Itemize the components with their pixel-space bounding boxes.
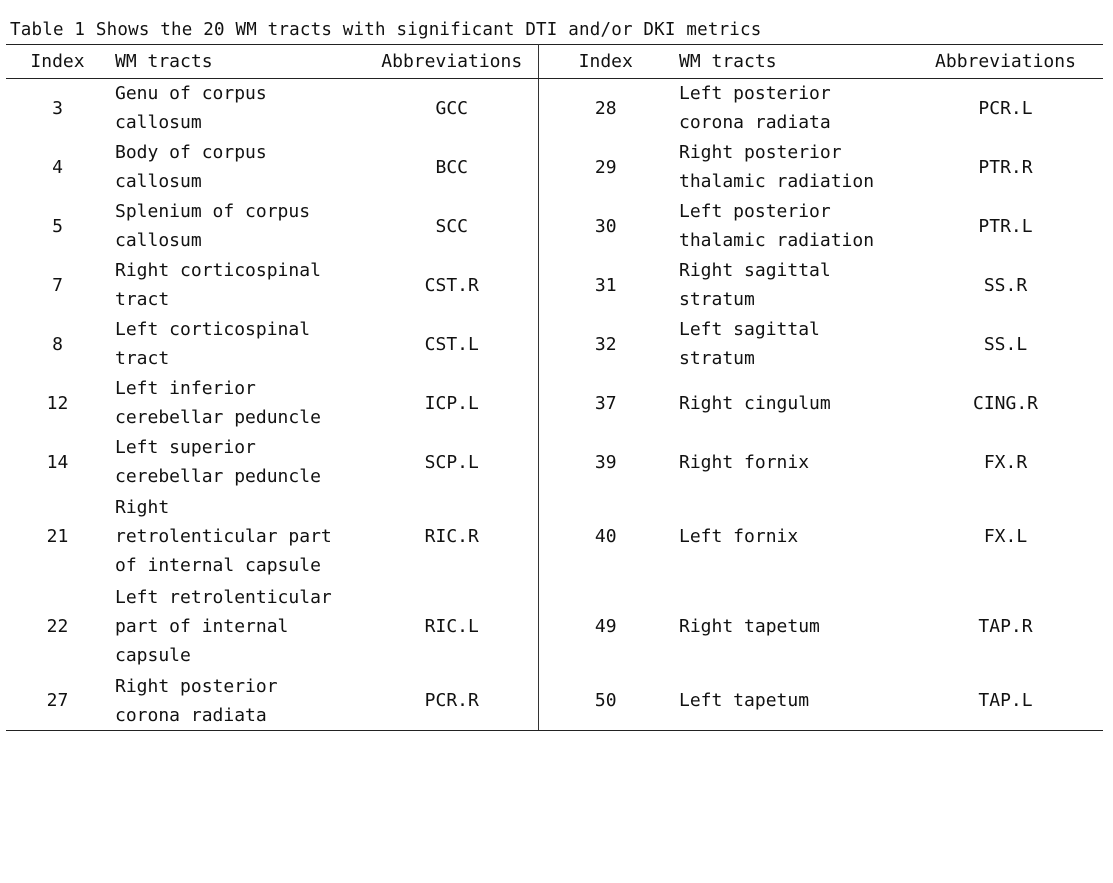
cell-index-right: 39 xyxy=(594,451,617,473)
cell-tract-right xyxy=(673,197,908,256)
tract-line: Right posterior xyxy=(679,142,842,163)
tract-line: callosum xyxy=(115,171,202,192)
tract-line: Right corticospinal xyxy=(115,260,321,281)
cell-index-right: 49 xyxy=(594,616,617,637)
cell-abbr-left: GCC xyxy=(366,79,538,138)
tract-line: corona radiata xyxy=(679,112,831,134)
table-caption: Table 1 Shows the 20 WM tracts with significant DTI and/or DKI metrics xyxy=(10,20,762,40)
cell-index-left: 3 xyxy=(52,97,63,119)
cell-tract-left xyxy=(109,79,366,138)
table-row xyxy=(6,672,1103,731)
header-abbr-left: Abbreviations xyxy=(366,45,538,79)
tract-line: Right sagittal xyxy=(679,260,831,281)
cell-abbr-left: CST.L xyxy=(366,315,538,374)
cell-tract-left xyxy=(109,672,366,731)
cell-abbr-left: SCC xyxy=(366,197,538,256)
tract-line: corona radiata xyxy=(115,704,267,726)
tract-line: Left retrolenticular xyxy=(115,587,332,608)
header-index-left: Index xyxy=(6,45,109,79)
tract-line: callosum xyxy=(115,230,202,251)
tract-line: cerebellar peduncle xyxy=(115,466,321,487)
cell-abbr-right: FX.R xyxy=(983,451,1028,473)
cell-index-left: 5 xyxy=(52,215,63,237)
cell-abbr-left: PCR.R xyxy=(366,672,538,731)
cell-tract-left xyxy=(109,138,366,197)
tract-line: Left sagittal xyxy=(679,319,820,340)
table-row xyxy=(6,582,1103,672)
cell-tract-right xyxy=(673,433,908,492)
cell-tract-left xyxy=(109,492,366,582)
cell-abbr-right: TAP.L xyxy=(908,672,1103,731)
cell-abbr-right: SS.L xyxy=(983,333,1028,355)
tract-line: Right tapetum xyxy=(679,616,820,637)
tract-line: of internal capsule xyxy=(115,555,321,576)
cell-index-left: 4 xyxy=(52,156,63,178)
cell-index-right: 32 xyxy=(594,333,617,355)
cell-abbr-left: ICP.L xyxy=(366,374,538,433)
tract-line: Left inferior xyxy=(115,378,256,399)
cell-abbr-right: TAP.R xyxy=(978,616,1033,637)
cell-abbr-left: SCP.L xyxy=(366,433,538,492)
tract-line: thalamic radiation xyxy=(679,230,875,251)
tract-line: tract xyxy=(115,348,170,369)
table-row xyxy=(6,138,1103,197)
table-row xyxy=(6,433,1103,492)
cell-tract-right xyxy=(673,315,908,374)
cell-abbr-left: RIC.R xyxy=(366,492,538,582)
tract-line: thalamic radiation xyxy=(679,171,875,192)
tract-line: part of internal xyxy=(115,616,289,637)
cell-index-right: 50 xyxy=(538,672,673,731)
cell-abbr-right: SS.R xyxy=(983,274,1028,296)
cell-index-right: 37 xyxy=(594,392,617,414)
cell-tract-right xyxy=(673,582,908,672)
cell-abbr-right: FX.L xyxy=(983,526,1028,547)
tract-line: Left corticospinal xyxy=(115,319,311,340)
cell-tract-right xyxy=(673,374,908,433)
tract-line: Right cingulum xyxy=(679,392,831,414)
cell-index-left: 22 xyxy=(46,616,69,637)
table-row xyxy=(6,197,1103,256)
tract-line: Left tapetum xyxy=(679,690,810,712)
cell-tract-left xyxy=(109,256,366,315)
cell-abbr-left: CST.R xyxy=(366,256,538,315)
cell-tract-left xyxy=(109,197,366,256)
header-row xyxy=(6,45,1103,79)
tract-line: Left posterior xyxy=(679,83,831,105)
table-row xyxy=(6,256,1103,315)
cell-abbr-right: PTR.R xyxy=(978,156,1033,178)
cell-tract-left xyxy=(109,582,366,672)
cell-abbr-right: PCR.L xyxy=(978,97,1033,119)
tract-line: callosum xyxy=(115,112,202,134)
header-abbr-right: Abbreviations xyxy=(908,45,1103,79)
tract-line: cerebellar peduncle xyxy=(115,407,321,428)
cell-tract-right xyxy=(673,492,908,582)
cell-tract-right xyxy=(673,138,908,197)
cell-tract-left xyxy=(109,315,366,374)
tract-line: stratum xyxy=(679,348,755,369)
cell-abbr-left: BCC xyxy=(366,138,538,197)
cell-abbr-right: CING.R xyxy=(972,392,1039,414)
tract-line: Right fornix xyxy=(679,451,810,473)
cell-index-right: 30 xyxy=(594,215,617,237)
cell-index-right: 28 xyxy=(594,97,617,119)
cell-index-left: 14 xyxy=(46,451,69,473)
table-row xyxy=(6,374,1103,433)
cell-tract-right xyxy=(673,79,908,138)
cell-abbr-right: PTR.L xyxy=(978,215,1033,237)
table-body xyxy=(6,79,1103,731)
tract-line: Right posterior xyxy=(115,675,278,697)
cell-tract-left xyxy=(109,374,366,433)
tract-line: Body of corpus xyxy=(115,142,267,163)
tract-line: stratum xyxy=(679,289,755,310)
wm-tracts-table xyxy=(6,44,1103,731)
cell-index-right: 31 xyxy=(594,274,617,296)
cell-index-left: 27 xyxy=(6,672,109,731)
tract-line: retrolenticular part xyxy=(115,526,332,547)
header-tract-right: WM tracts xyxy=(673,45,908,79)
table-row xyxy=(6,492,1103,582)
table-row xyxy=(6,315,1103,374)
tract-line: capsule xyxy=(115,645,191,666)
cell-index-left: 21 xyxy=(46,526,69,547)
tract-line: Genu of corpus xyxy=(115,83,267,105)
table-row xyxy=(6,79,1103,138)
cell-index-right: 29 xyxy=(594,156,617,178)
tract-line: Left posterior xyxy=(679,201,831,222)
tract-line: Left superior xyxy=(115,437,256,458)
tract-line: Splenium of corpus xyxy=(115,201,311,222)
header-index-right: Index xyxy=(538,45,673,79)
tract-line: tract xyxy=(115,289,170,310)
cell-tract-right xyxy=(673,672,908,731)
tract-line: Left fornix xyxy=(679,526,799,547)
cell-tract-left xyxy=(109,433,366,492)
header-tract-left: WM tracts xyxy=(109,45,366,79)
tract-line: Right xyxy=(115,497,170,518)
cell-index-left: 12 xyxy=(46,392,69,414)
cell-index-right: 40 xyxy=(594,526,617,547)
cell-index-left: 8 xyxy=(52,333,63,355)
cell-index-left: 7 xyxy=(52,274,63,296)
cell-tract-right xyxy=(673,256,908,315)
cell-abbr-left: RIC.L xyxy=(366,582,538,672)
